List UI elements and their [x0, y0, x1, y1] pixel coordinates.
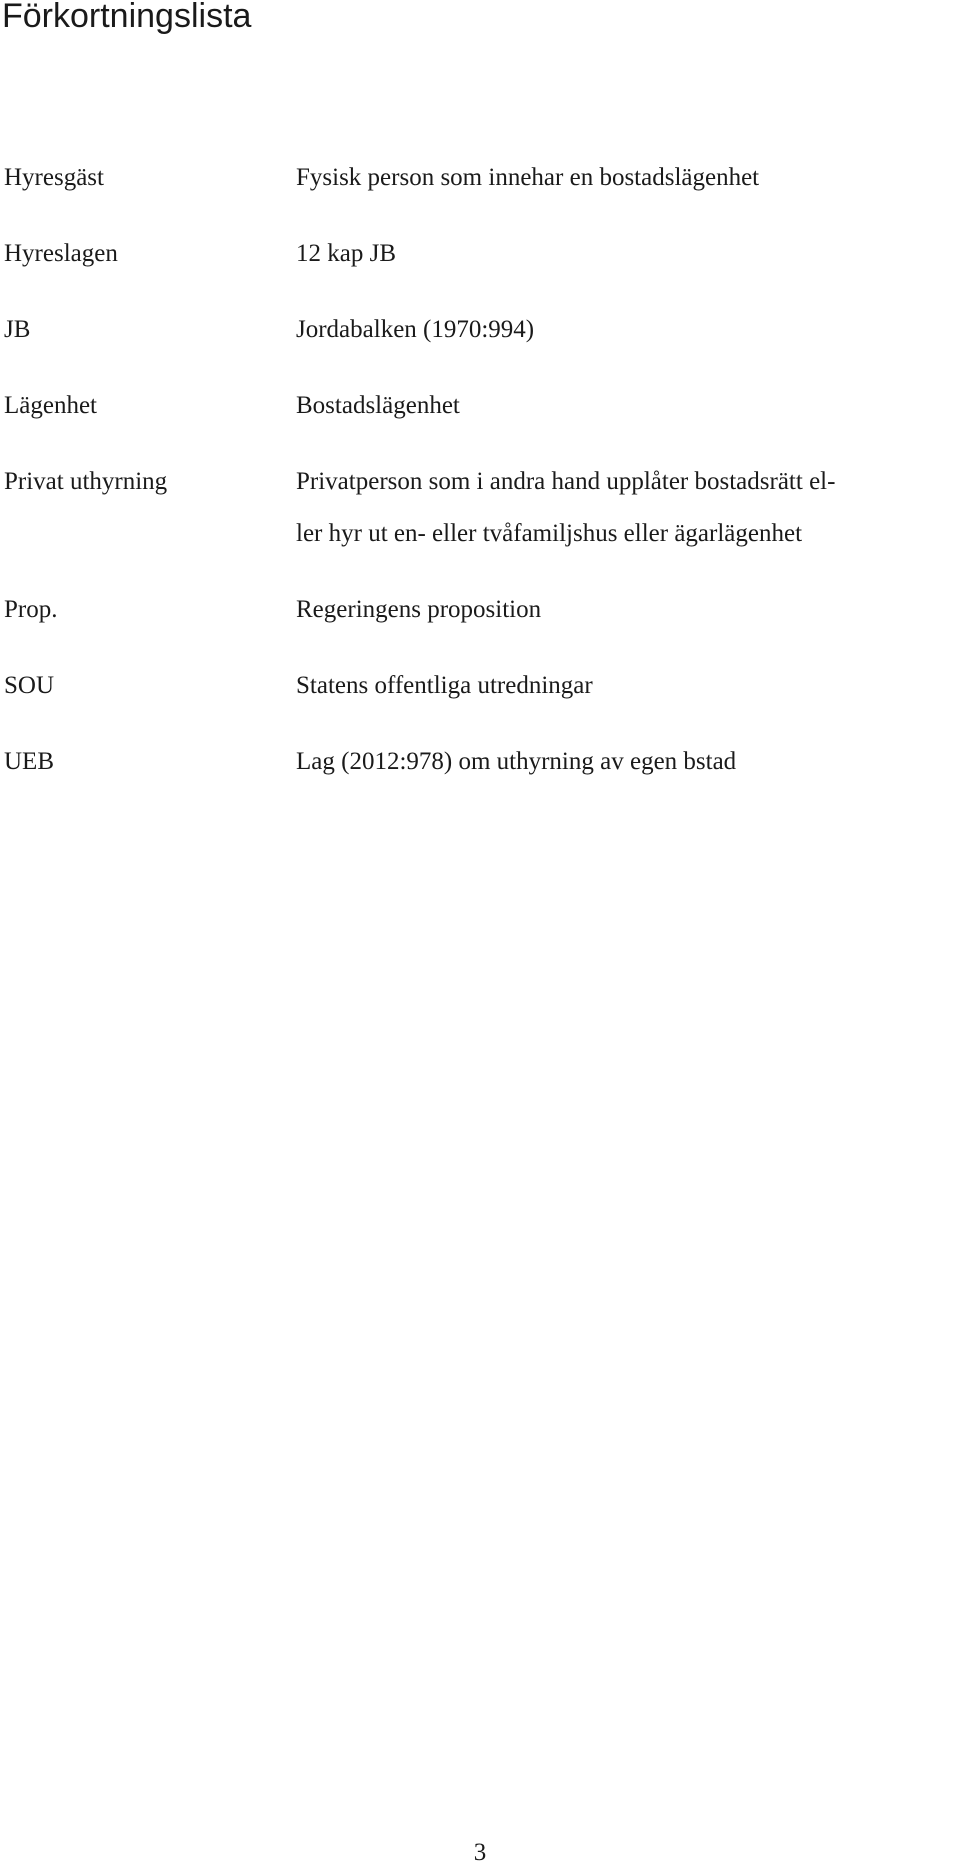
abbreviation-definition: 12 kap JB [296, 240, 396, 267]
page-title: Förkortningslista [2, 0, 252, 35]
abbreviation-term: JB [4, 316, 31, 343]
abbreviation-term: SOU [4, 672, 55, 699]
abbreviation-term: Hyreslagen [4, 240, 118, 267]
abbreviation-definition: Regeringens proposition [296, 596, 542, 623]
abbreviation-term: Lägenhet [4, 392, 98, 419]
abbreviation-definition: Fysisk person som innehar en bostadslägenhet [296, 164, 760, 191]
page-number: 3 [473, 1839, 487, 1866]
abbreviation-definition-line-2: ler hyr ut en- eller tvåfamiljshus eller ägarlägenhet [296, 520, 803, 547]
abbreviation-term: Prop. [4, 596, 58, 623]
abbreviation-definition: Statens offentliga utredningar [296, 672, 593, 699]
abbreviation-term: UEB [4, 748, 54, 775]
abbreviation-definition-line-1: Privatperson som i andra hand upplåter bostadsrätt el- [296, 468, 836, 495]
abbreviation-term: Hyresgäst [4, 164, 104, 191]
abbreviation-term: Privat uthyrning [4, 468, 168, 495]
abbreviation-definition: Jordabalken (1970:994) [296, 316, 535, 343]
abbreviation-definition: Lag (2012:978) om uthyrning av egen bstad [296, 748, 737, 775]
abbreviation-definition: Bostadslägenhet [296, 392, 460, 419]
